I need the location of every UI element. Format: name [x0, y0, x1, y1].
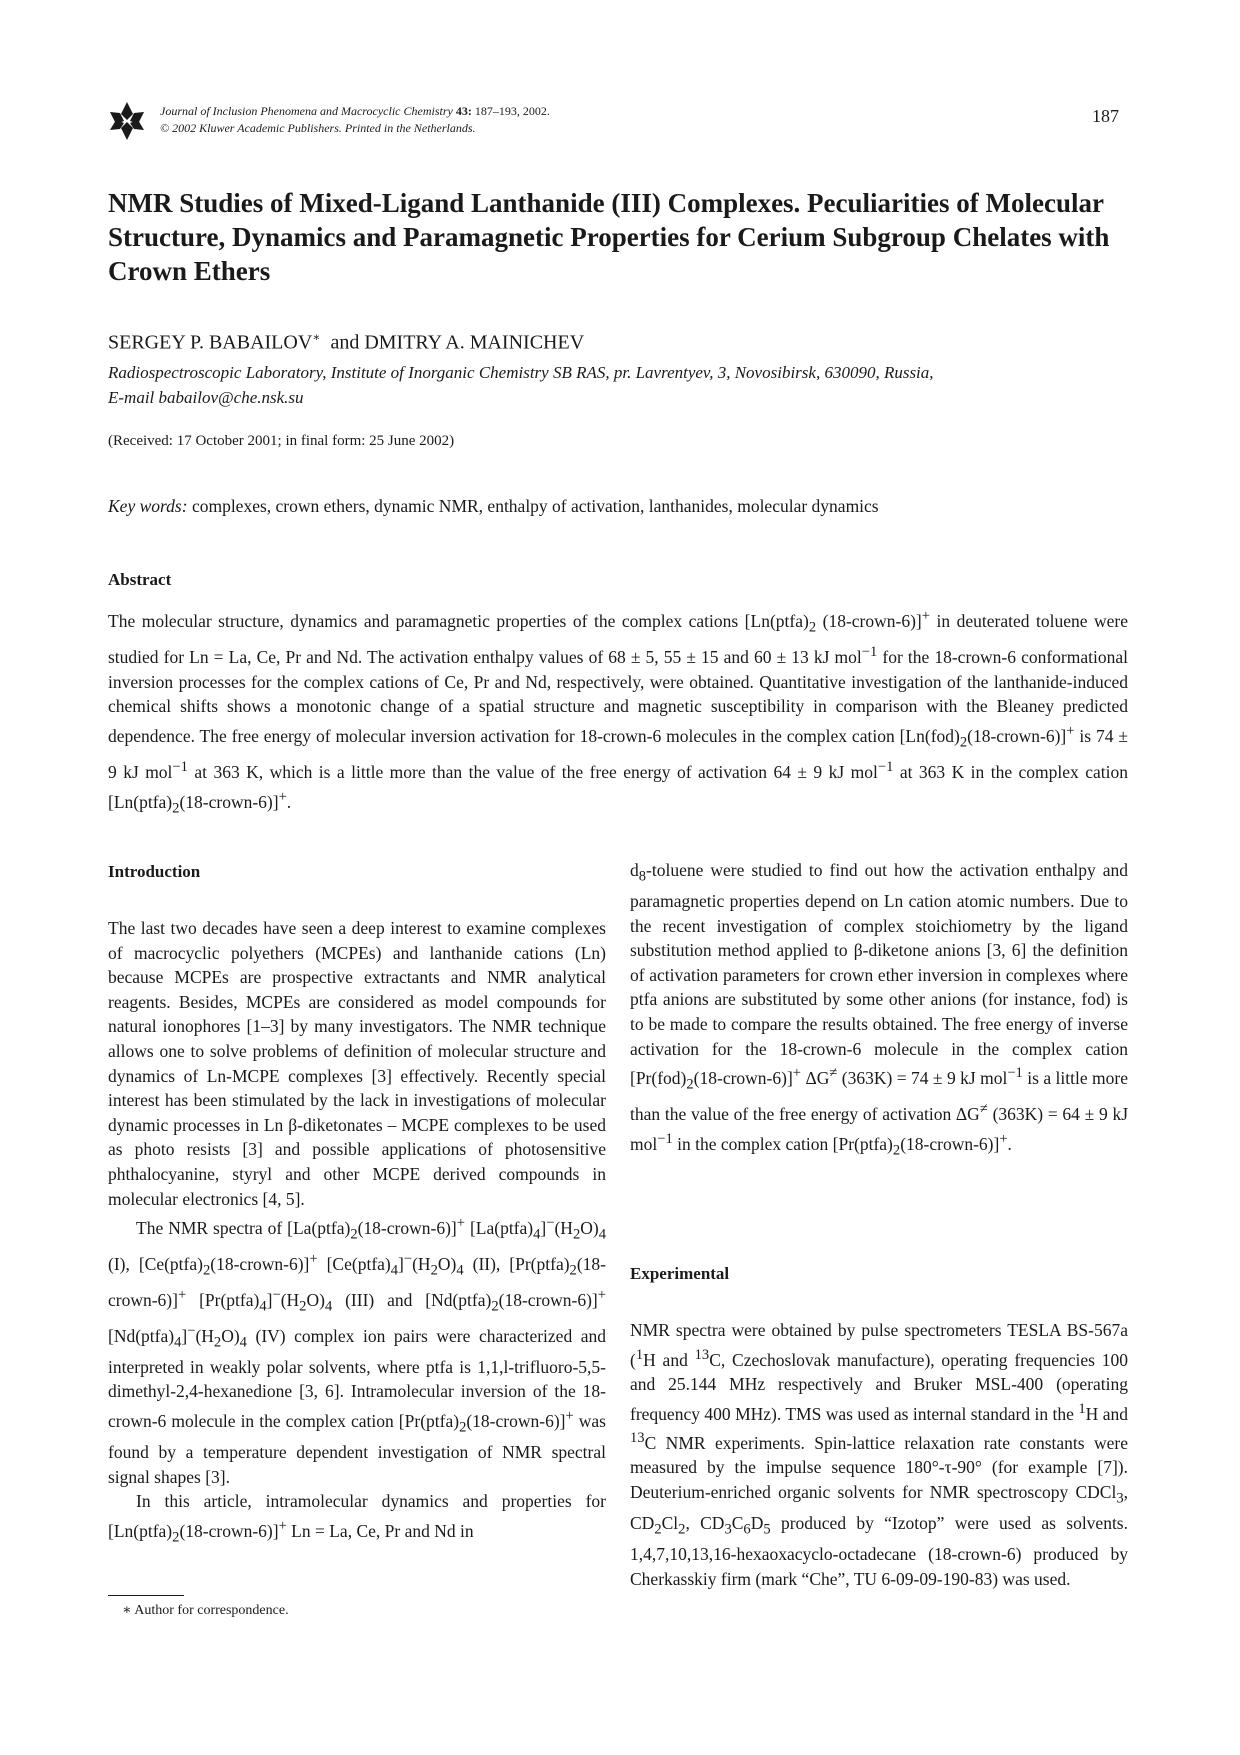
author-1: SERGEY P. BABAILOV: [108, 331, 313, 354]
experimental-paragraph: NMR spectra were obtained by pulse spectrometers TESLA BS-567a ($^1$H and $^{13}$C, Czechoslovak manufacture), operating frequencies 100 and 25.144 MHz respectively and Bruker MSL-400 (operating frequency 400 MHz). TMS was used as internal standard in the $^1$H and $^{13}$C NMR experiments. Spin-lattice relaxation rate constants were measured by the impulse sequence 180°-τ-90° (for example [7]). Deuterium-enriched organic solvents for NMR spectroscopy CDCl$_3$, $CD_2Cl_2$, $CD_3C_6D_5$ produced by “Izotop” were used as solvents. 1,4,7,10,13,16-hexaoxacyclo-octadecane (18-crown-6) produced by Cherkasskiy firm (mark “Che”, TU 6-09-09-190-83) was used.: [630, 1320, 1129, 1589]
keywords: [108, 496, 1128, 517]
affiliation-email: E-mail babailov@che.nsk.su: [108, 388, 304, 407]
page-number: 187: [1092, 106, 1119, 126]
author-conjunction: and: [330, 331, 360, 354]
intro-paragraph-1: The last two decades have seen a deep interest to examine complexes of macrocyclic polyethers (MCPEs) and lanthanide cations (Ln) because MCPEs are prospective extractants and NMR analytical reagents. Besides, MCPEs are considered as model compounds for natural ionophores [1–3] by many investigators. The NMR technique allows one to solve problems of definition of molecular structure and dynamics of Ln-MCPE complexes [3] effectively. Recently special interest has been stimulated by the lack in investigations of molecular dynamic processes in Ln β-diketonates – MCPE complexes to be used as photo resists [3] and possible applications of photosensitive phthalocyanine, styryl and other MCPE derived compounds in molecular electronics [4, 5].: [108, 918, 606, 1209]
author-1-mark: ∗: [312, 330, 321, 344]
experimental-heading: Experimental: [630, 1264, 730, 1283]
journal-volume: 43:: [455, 104, 472, 118]
intro-paragraph-2: The NMR spectra of $[La(ptfa)_2(18-crown-6)]^+$ $[La(ptfa)_4]^-(H_2O)_4$ (I), $[Ce(ptfa)_2(18-crown-6)]^+$ $[Ce(ptfa)_4]^-(H_2O)_4$ (II), $[Pr(ptfa)_2(18-crown-6)]^+$ $[Pr(ptfa)_4]^-(H_2O)_4$ (III) and $[Nd(ptfa)_2(18-crown-6)]^+$ $[Nd(ptfa)_4]^-(H_2O)_4$ (IV) complex ion pairs were characterized and interpreted in weakly polar solvents, where ptfa is 1,1,l-trifluoro-5,5-dimethyl-2,4-hexanedione [3, 6]. Intramolecular inversion of the 18-crown-6 molecule in the complex cation $[Pr(ptfa)_2(18-crown-6)]^+$ was found by a temperature dependent investigation of NMR spectral signal shapes [3].: [108, 1215, 606, 1487]
journal-copyright: © 2002 Kluwer Academic Publishers. Printed in the Netherlands.: [160, 121, 476, 135]
publisher-logo-icon: [108, 100, 146, 142]
abstract-body: The molecular structure, dynamics and paramagnetic properties of the complex cations [$Ln(ptfa)_2$ (18-crown-6)]+ in deuterated toluene were studied for Ln = La, Ce, Pr and Nd. The activation enthalpy values of 68 ± 5, 55 ± 15 and 60 ± 13 kJ mol$^{-1}$ for the 18-crown-6 conformational inversion processes for the complex cations of Ce, Pr and Nd, respectively, were obtained. Quantitative investigation of the lanthanide-induced chemical shifts shows a monotonic change of a spatial structure and magnetic susceptibility in comparison with the Bleaney predicted dependence. The free energy of molecular inversion activation for 18-crown-6 molecules in the complex cation $[Ln(fod)_2(18-crown-6)]^+$ is 74 ± 9 kJ mol$^{-1}$ at 363 K, which is a little more than the value of the free energy of activation 64 ± 9 kJ mol$^{-1}$ at 363 K in the complex cation $[Ln(ptfa)_2(18-crown-6)]^+$.: [108, 608, 1128, 816]
author-2: DMITRY A. MAINICHEV: [364, 331, 585, 354]
right-column-continuation: [630, 858, 1128, 1163]
footnote: [122, 1602, 289, 1619]
keywords-text: complexes, crown ethers, dynamic NMR, enthalpy of activation, lanthanides, molecular dynamics: [191, 496, 879, 516]
footnote-rule: [108, 1595, 184, 1596]
journal-name: Journal of Inclusion Phenomena and Macrocyclic Chemistry: [160, 104, 453, 118]
introduction-body: [108, 916, 606, 1550]
intro-paragraph-3: In this article, intramolecular dynamics and properties for $[Ln(ptfa)_2(18-crown-6)]^+$ Ln = La, Ce, Pr and Nd in: [108, 1491, 606, 1546]
continuation-paragraph: $d_8$-toluene were studied to find out how the activation enthalpy and paramagnetic properties depend on Ln cation atomic numbers. Due to the recent investigation of complex stoichiometry by the ligand substitution method applied to β-diketone anions [3, 6] the definition of activation parameters for crown ether inversion in complexes where ptfa anions are substituted by some other anions (for instance, fod) is to be made to compare the results obtained. The free energy of inverse activation for the 18-crown-6 molecule in the complex cation $[Pr(fod)_2(18-crown-6)]^+$ ΔG≠ (363K) = 74 ± 9 kJ mol$^{-1}$ is a little more than the value of the free energy of activation ΔG≠ (363K) = 64 ± 9 kJ mol$^{-1}$ in the complex cation $[Pr(ptfa)_2(18-crown-6)]^+$.: [630, 860, 1129, 1158]
keywords-label: Key words:: [108, 496, 188, 516]
abstract-heading: Abstract: [108, 570, 172, 589]
footnote-mark: ∗: [122, 1603, 132, 1618]
footnote-text: Author for correspondence.: [134, 1603, 289, 1618]
journal-pages: 187–193, 2002.: [474, 104, 550, 118]
affiliation: [108, 360, 1128, 410]
received-dates: (Received: 17 October 2001; in final form: 25 June 2002): [108, 433, 455, 449]
introduction-heading: Introduction: [108, 862, 201, 881]
author-line: [108, 330, 1128, 355]
paper-title: NMR Studies of Mixed-Ligand Lanthanide (III) Complexes. Peculiarities of Molecular Structure, Dynamics and Paramagnetic Properties for Cerium Subgroup Chelates with Crown Ethers: [108, 188, 1110, 286]
experimental-body: [630, 1318, 1128, 1591]
journal-citation: [160, 103, 720, 137]
affiliation-line-1: Radiospectroscopic Laboratory, Institute of Inorganic Chemistry SB RAS, pr. Lavrentyev, 3, Novosibirsk, 630090, Russia,: [108, 363, 934, 382]
